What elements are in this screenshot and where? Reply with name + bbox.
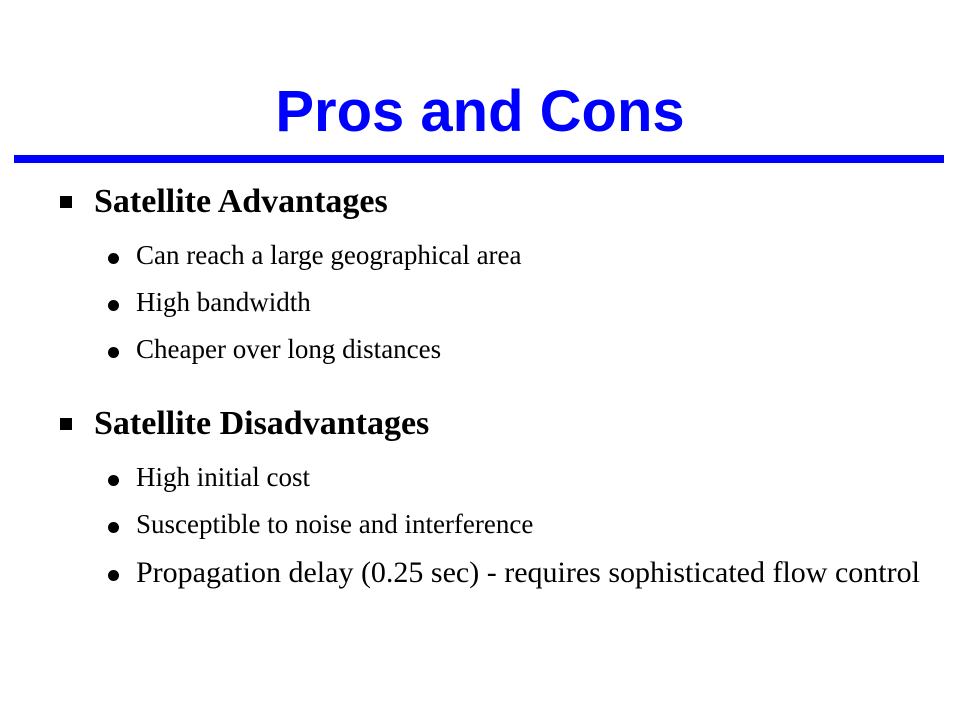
round-bullet-icon [108, 522, 119, 533]
round-bullet-icon [108, 347, 119, 358]
list-item-text: Susceptible to noise and interference [136, 509, 534, 539]
list-item [108, 237, 938, 273]
disadvantages-section [58, 400, 938, 593]
round-bullet-icon [108, 570, 119, 581]
list-item [108, 553, 938, 593]
disadvantages-heading: Satellite Disadvantages [94, 405, 430, 442]
list-item-text: High bandwidth [136, 287, 311, 317]
slide-title: Pros and Cons [275, 79, 685, 144]
advantages-list [58, 237, 938, 367]
square-bullet-icon [60, 418, 72, 430]
disadvantages-list [58, 459, 938, 593]
list-item [108, 459, 938, 495]
advantages-heading-row [58, 178, 938, 226]
list-item [108, 506, 938, 542]
round-bullet-icon [108, 253, 119, 264]
list-item-text: Propagation delay (0.25 sec) - requires sophisticated flow control [136, 556, 920, 589]
advantages-section [58, 178, 938, 367]
list-item-text: High initial cost [136, 462, 310, 492]
round-bullet-icon [108, 475, 119, 486]
square-bullet-icon [60, 196, 72, 208]
round-bullet-icon [108, 300, 119, 311]
list-item-text: Can reach a large geographical area [136, 240, 522, 270]
advantages-heading: Satellite Advantages [94, 183, 388, 220]
disadvantages-heading-row [58, 400, 938, 448]
list-item-text: Cheaper over long distances [136, 334, 442, 364]
list-item [108, 331, 938, 367]
list-item [108, 284, 938, 320]
